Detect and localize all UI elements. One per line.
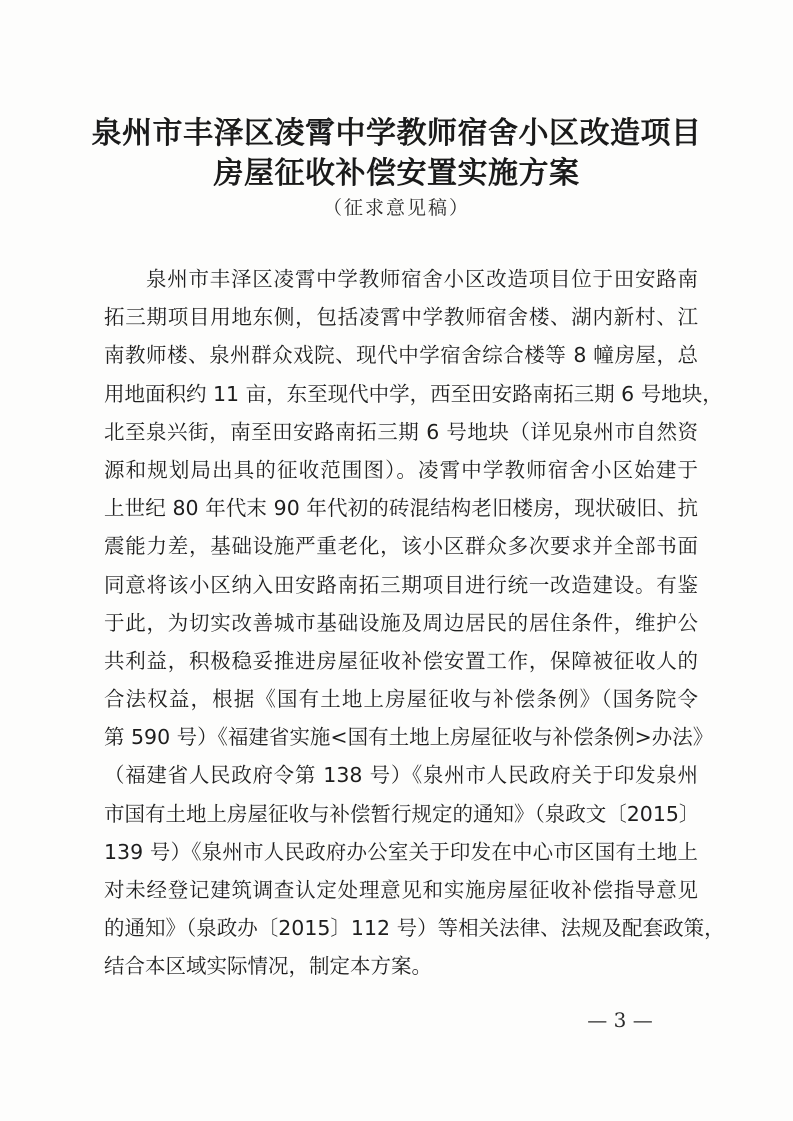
body-line: 的通知》（泉政办〔2015〕112 号）等相关法律、法规及配套政策，	[104, 916, 725, 941]
body-line: 泉州市丰泽区凌霄中学教师宿舍小区改造项目位于田安路南	[146, 267, 698, 291]
body-line: 源和规划局出具的征收范围图）。凌霄中学教师宿舍小区始建于	[104, 457, 698, 482]
body-line: 上世纪 80 年代末 90 年代初的砖混结构老旧楼房，现状破旧、抗	[104, 496, 698, 521]
body-line: 同意将该小区纳入田安路南拓三期项目进行统一改造建设。有鉴	[104, 572, 698, 597]
body-line: 用地面积约 11 亩，东至现代中学，西至田安路南拓三期 6 号地块，	[104, 381, 723, 406]
body-line: 市国有土地上房屋征收与补偿暂行规定的通知》（泉政文〔2015〕	[104, 801, 700, 826]
body-paragraph	[104, 260, 725, 986]
document-title-line-2: 房屋征收补偿安置实施方案	[213, 156, 580, 191]
body-line: （福建省人民政府令第 138 号）《泉州市人民政府关于印发泉州	[104, 763, 698, 788]
body-line: 结合本区域实际情况，制定本方案。	[104, 954, 432, 979]
body-line: 139 号）《泉州市人民政府办公室关于印发在中心市区国有土地上	[104, 839, 698, 864]
body-line: 合法权益，根据《国有土地上房屋征收与补偿条例》（国务院令	[104, 687, 698, 712]
body-line: 拓三期项目用地东侧，包括凌霄中学教师宿舍楼、湖内新村、江	[104, 305, 698, 330]
body-line: 震能力差，基础设施严重老化，该小区群众多次要求并全部书面	[104, 534, 698, 559]
body-line: 于此，为切实改善城市基础设施及周边居民的居住条件，维护公	[104, 610, 698, 635]
document-title-line-1: 泉州市丰泽区凌霄中学教师宿舍小区改造项目	[91, 116, 702, 151]
document-subtitle: （征求意见稿）	[322, 197, 470, 219]
body-line: 第 590 号）《福建省实施<国有土地上房屋征收与补偿条例>办法》	[104, 725, 714, 750]
page-number: — 3 —	[587, 1008, 653, 1032]
body-line: 南教师楼、泉州群众戏院、现代中学宿舍综合楼等 8 幢房屋，总	[104, 343, 698, 368]
body-line: 对未经登记建筑调查认定处理意见和实施房屋征收补偿指导意见	[104, 878, 698, 902]
body-line: 共利益，积极稳妥推进房屋征收补偿安置工作，保障被征收人的	[104, 648, 698, 673]
body-line: 北至泉兴街，南至田安路南拓三期 6 号地块（详见泉州市自然资	[104, 419, 698, 444]
